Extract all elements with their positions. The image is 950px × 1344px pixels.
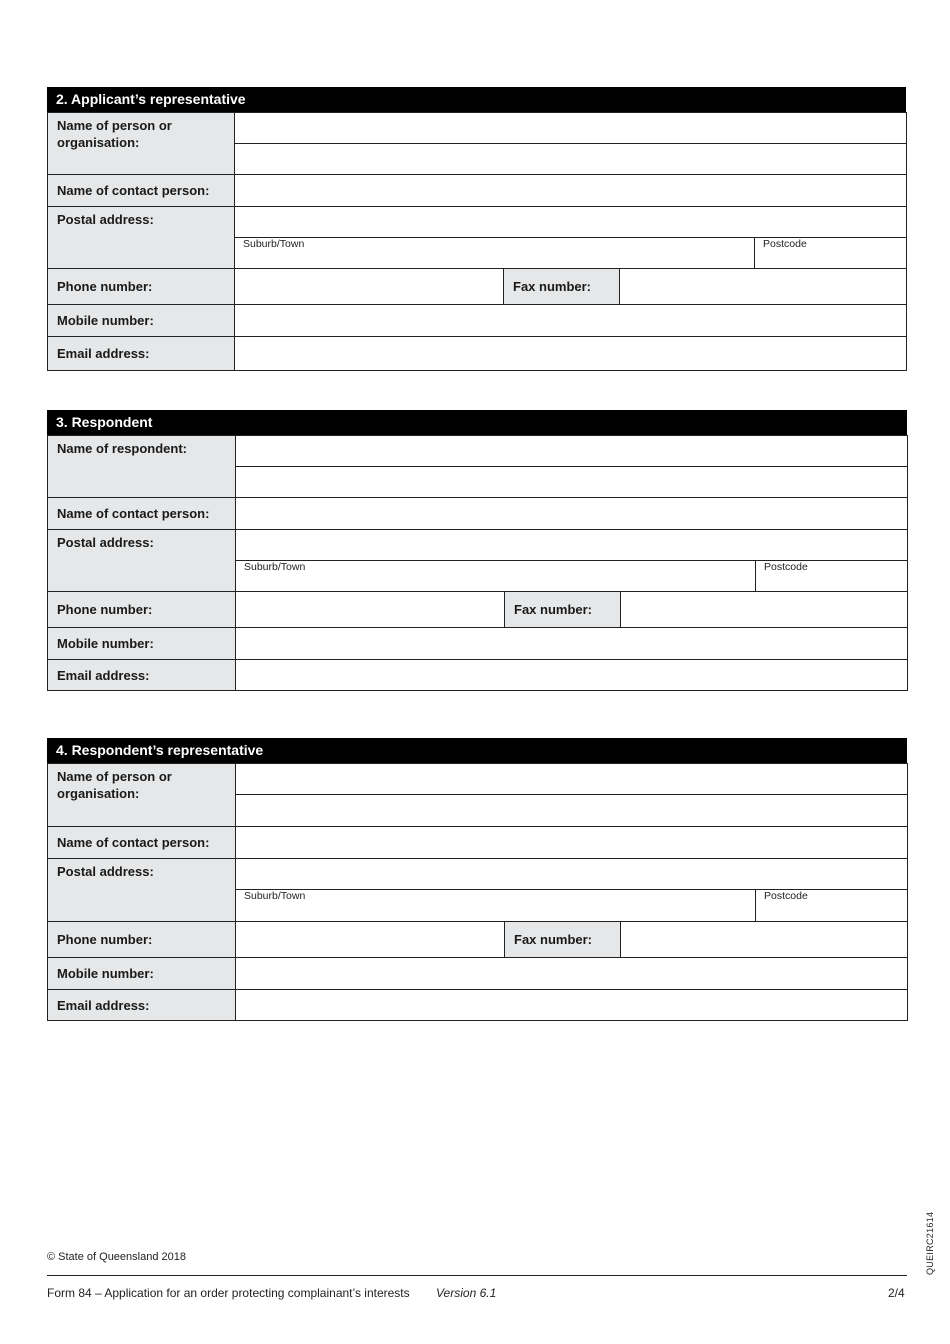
postal-field[interactable] — [235, 207, 907, 238]
name-label: Name of respondent: — [48, 436, 236, 498]
phone-field[interactable] — [236, 592, 505, 628]
email-label: Email address: — [48, 990, 236, 1021]
mobile-label: Mobile number: — [48, 958, 236, 990]
form-title: Form 84 – Application for an order protecting complainant’s interests — [47, 1286, 410, 1300]
email-field[interactable] — [236, 990, 908, 1021]
phone-label: Phone number: — [48, 269, 235, 305]
postal-field[interactable] — [236, 530, 908, 561]
copyright-text: © State of Queensland 2018 — [47, 1251, 186, 1263]
contact-field[interactable] — [236, 498, 908, 530]
postal-field[interactable] — [236, 859, 908, 890]
email-label: Email address: — [48, 660, 236, 691]
mobile-label: Mobile number: — [48, 305, 235, 337]
name-field-line-1[interactable] — [235, 113, 907, 144]
mobile-field[interactable] — [236, 628, 908, 660]
name-field-line-2[interactable] — [236, 467, 908, 498]
section-respondent — [47, 410, 907, 691]
fax-field[interactable] — [621, 592, 908, 628]
contact-field[interactable] — [235, 175, 907, 207]
phone-label: Phone number: — [48, 922, 236, 958]
postcode-field[interactable]: Postcode — [756, 561, 908, 592]
page-number: 2/4 — [888, 1286, 905, 1300]
fax-field[interactable] — [621, 922, 908, 958]
form-version: Version 6.1 — [436, 1286, 497, 1300]
email-field[interactable] — [236, 660, 908, 691]
contact-label: Name of contact person: — [48, 498, 236, 530]
postal-label: Postal address: — [48, 530, 236, 592]
postal-label: Postal address: — [48, 207, 235, 269]
section-applicants-representative — [47, 87, 906, 371]
mobile-label: Mobile number: — [48, 628, 236, 660]
section-title: 4. Respondent’s representative — [47, 738, 907, 763]
name-label: Name of person or organisation: — [48, 113, 235, 175]
name-field-line-1[interactable] — [236, 764, 908, 795]
name-field-line-1[interactable] — [236, 436, 908, 467]
mobile-field[interactable] — [236, 958, 908, 990]
section-respondents-representative — [47, 738, 907, 1021]
name-label: Name of person or organisation: — [48, 764, 236, 827]
phone-field[interactable] — [236, 922, 505, 958]
suburb-field[interactable]: Suburb/Town — [236, 890, 756, 922]
name-field-line-2[interactable] — [236, 795, 908, 827]
mobile-field[interactable] — [235, 305, 907, 337]
contact-label: Name of contact person: — [48, 827, 236, 859]
section-title: 2. Applicant’s representative — [47, 87, 906, 112]
email-label: Email address: — [48, 337, 235, 371]
phone-field[interactable] — [235, 269, 504, 305]
fax-label: Fax number: — [505, 592, 621, 628]
section-title: 3. Respondent — [47, 410, 907, 435]
name-field-line-2[interactable] — [235, 144, 907, 175]
footer-divider — [47, 1275, 907, 1276]
email-field[interactable] — [235, 337, 907, 371]
fax-label: Fax number: — [505, 922, 621, 958]
contact-field[interactable] — [236, 827, 908, 859]
fax-label: Fax number: — [504, 269, 620, 305]
postal-label: Postal address: — [48, 859, 236, 922]
fax-field[interactable] — [620, 269, 907, 305]
postcode-field[interactable]: Postcode — [755, 238, 907, 269]
phone-label: Phone number: — [48, 592, 236, 628]
suburb-field[interactable]: Suburb/Town — [235, 238, 755, 269]
contact-label: Name of contact person: — [48, 175, 235, 207]
postcode-field[interactable]: Postcode — [756, 890, 908, 922]
suburb-field[interactable]: Suburb/Town — [236, 561, 756, 592]
side-document-code: QUEIRC21614 — [925, 1211, 935, 1275]
